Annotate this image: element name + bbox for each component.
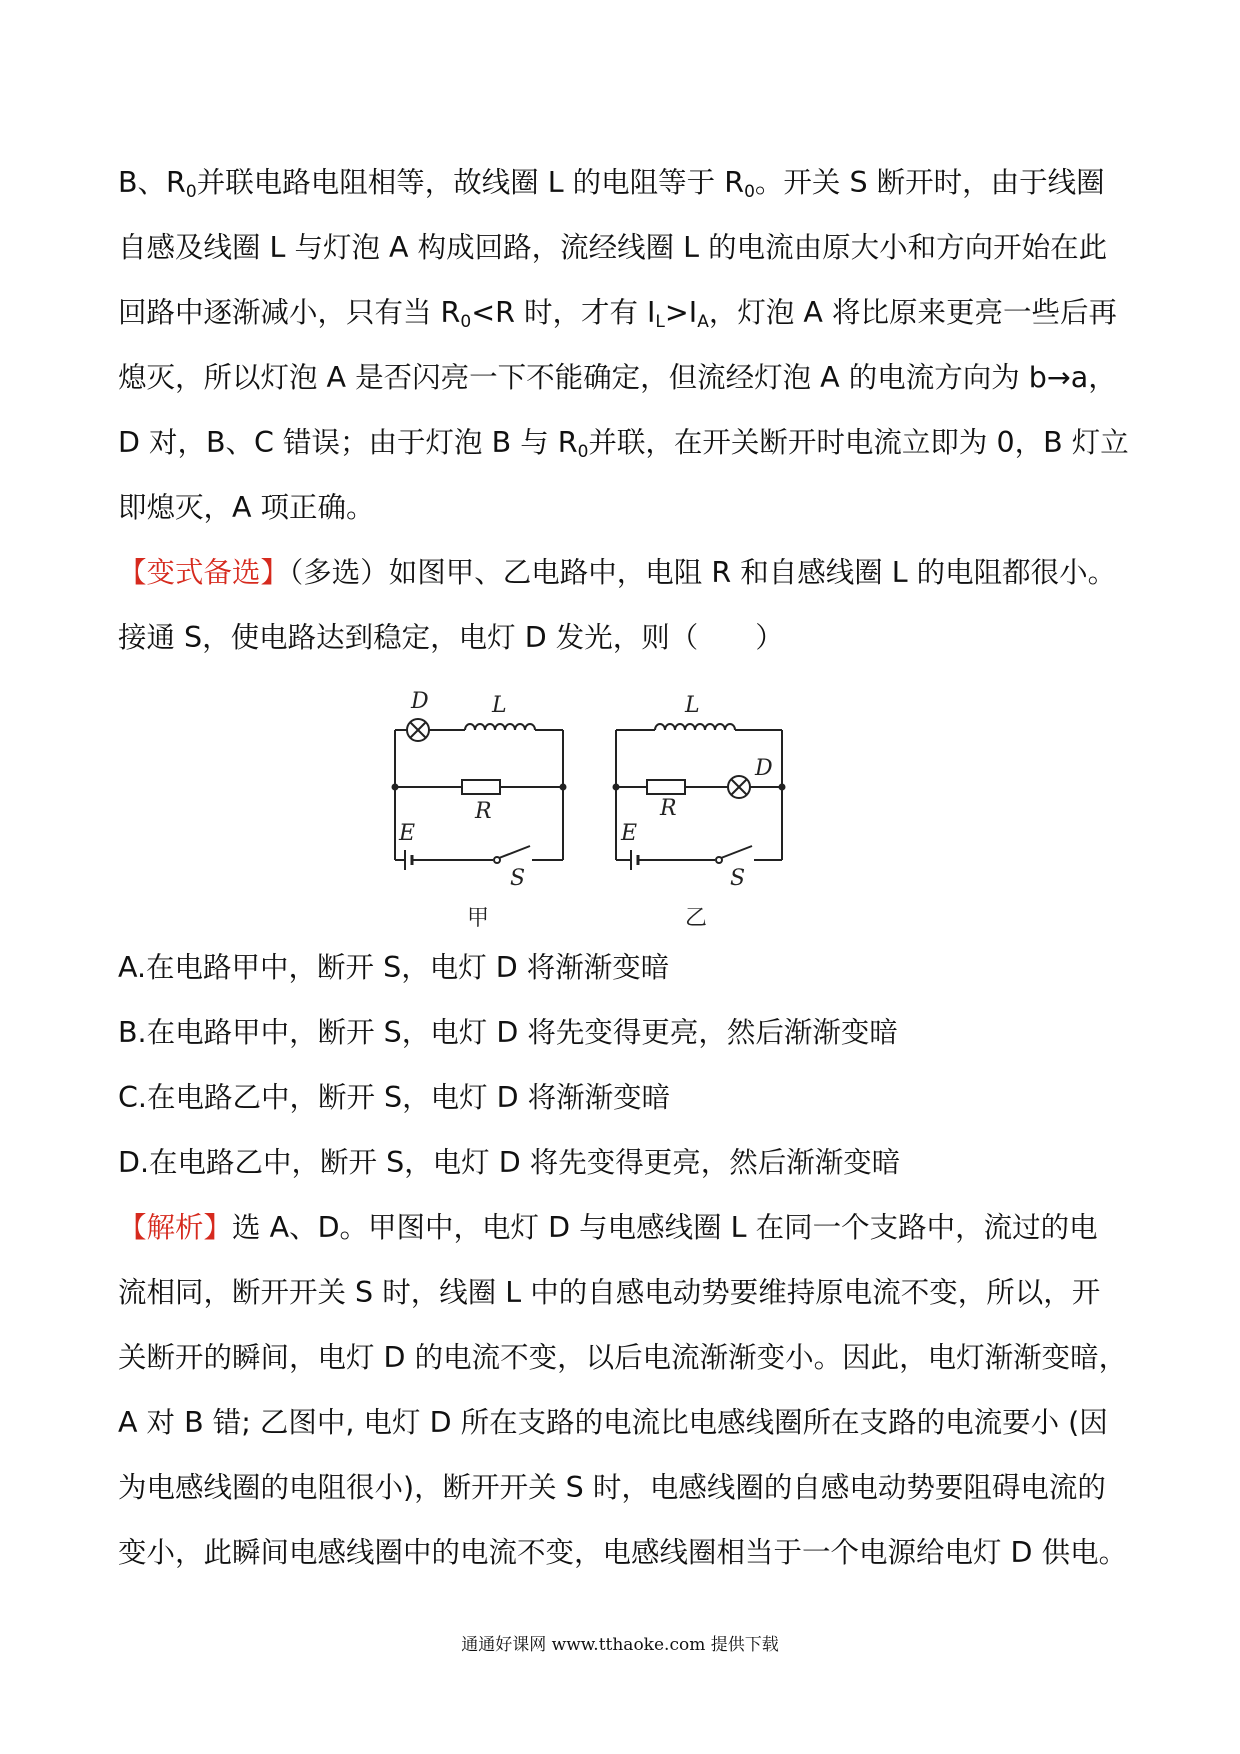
label-d: D bbox=[411, 689, 429, 714]
circuit-diagrams bbox=[385, 680, 845, 934]
analysis-continuation bbox=[118, 150, 1128, 540]
analysis-line: 变小，此瞬间电感线圈中的电流不变，电感线圈相当于一个电源给电灯 D 供电。 bbox=[118, 1536, 1128, 1569]
options-list bbox=[118, 935, 1128, 1195]
analysis-line: 为电感线圈的电阻很小)，断开开关 S 时，电感线圈的自感电动势要阻碍电流的 bbox=[118, 1471, 1106, 1504]
label-s: S bbox=[510, 866, 526, 891]
question-line: 接通 S，使电路达到稳定，电灯 D 发光，则（ ） bbox=[118, 621, 784, 654]
page-footer: 通通好课网 www.tthaoke.com 提供下载 bbox=[461, 1635, 779, 1655]
circuit-yi bbox=[616, 724, 782, 870]
text-line: 熄灭，所以灯泡 A 是否闪亮一下不能确定，但流经灯泡 A 的电流方向为 b→a， bbox=[118, 361, 1117, 394]
inductor-icon bbox=[465, 724, 535, 730]
circuit-jia bbox=[395, 719, 563, 870]
analysis-line: 关断开的瞬间，电灯 D 的电流不变，以后电流渐渐变小。因此，电灯渐渐变暗， bbox=[118, 1341, 1128, 1374]
analysis-line: A 对 B 错; 乙图中, 电灯 D 所在支路的电流比电感线圈所在支路的电流要小 (因 bbox=[118, 1406, 1108, 1439]
label-l: L bbox=[685, 693, 700, 718]
option-d: D.在电路乙中，断开 S，电灯 D 将先变得更亮，然后渐渐变暗 bbox=[118, 1146, 901, 1179]
question-block bbox=[118, 540, 1128, 670]
caption-jia: 甲 bbox=[467, 906, 490, 930]
label-r: R bbox=[660, 796, 677, 821]
analysis-line: 【解析】选 A、D。甲图中，电灯 D 与电感线圈 L 在同一个支路中，流过的电 bbox=[118, 1211, 1098, 1244]
question-line: 【变式备选】（多选）如图甲、乙电路中，电阻 R 和自感线圈 L 的电阻都很小。 bbox=[118, 556, 1117, 589]
label-r: R bbox=[475, 799, 492, 824]
text-line: B、$R_0$并联电路电阻相等，故线圈 L 的电阻等于 $R_0$。开关 S 断开时，由于线圈 bbox=[118, 166, 1105, 202]
text-line: 自感及线圈 L 与灯泡 A 构成回路，流经线圈 L 的电流由原大小和方向开始在此 bbox=[118, 231, 1108, 264]
option-b: B.在电路甲中，断开 S，电灯 D 将先变得更亮，然后渐渐变暗 bbox=[118, 1016, 898, 1049]
text-line: D 对，B、C 错误；由于灯泡 B 与 $R_0$并联，在开关断开时电流立即为 0，B 灯立 bbox=[118, 426, 1129, 462]
analysis-line: 流相同，断开开关 S 时，线圈 L 中的自感电动势要维持原电流不变，所以，开 bbox=[118, 1276, 1101, 1309]
option-a: A.在电路甲中，断开 S，电灯 D 将渐渐变暗 bbox=[118, 951, 670, 984]
inductor-icon bbox=[655, 724, 735, 730]
label-l: L bbox=[492, 693, 507, 718]
text-line: 回路中逐渐减小，只有当 $R_0<R$ 时，才有 $I_L>I_A$，灯泡 A 将比原来更亮一些后再 bbox=[118, 296, 1117, 332]
analysis-tag: 【解析】 bbox=[118, 1211, 233, 1244]
resistor-icon bbox=[462, 780, 500, 794]
analysis-block bbox=[118, 1195, 1128, 1585]
option-c: C.在电路乙中，断开 S，电灯 D 将渐渐变暗 bbox=[118, 1081, 671, 1114]
label-e: E bbox=[399, 821, 416, 846]
label-s: S bbox=[730, 866, 746, 891]
question-tag: 【变式备选】 bbox=[118, 556, 290, 589]
text-line: 即熄灭，A 项正确。 bbox=[118, 491, 375, 524]
caption-yi: 乙 bbox=[685, 906, 708, 930]
label-e: E bbox=[621, 821, 638, 846]
resistor-icon bbox=[647, 780, 685, 794]
label-d: D bbox=[755, 756, 773, 781]
